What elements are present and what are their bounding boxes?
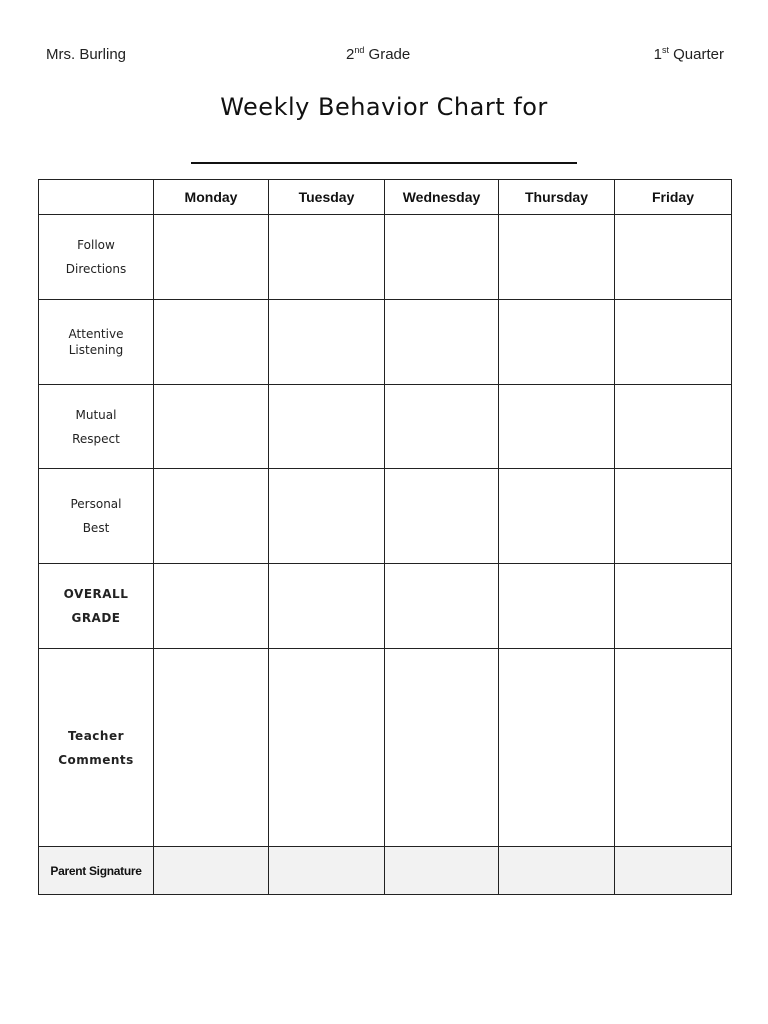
cell-thursday[interactable] bbox=[499, 215, 615, 300]
table-row bbox=[39, 300, 732, 385]
table-row bbox=[39, 649, 732, 847]
signature-cell-thursday[interactable] bbox=[499, 847, 615, 895]
signature-cell-tuesday[interactable] bbox=[269, 847, 385, 895]
cell-tuesday[interactable] bbox=[269, 564, 385, 649]
signature-cell-wednesday[interactable] bbox=[385, 847, 499, 895]
cell-wednesday[interactable] bbox=[385, 469, 499, 564]
cell-thursday[interactable] bbox=[499, 300, 615, 385]
page-title: Weekly Behavior Chart for bbox=[220, 93, 548, 121]
day-header-thursday: Thursday bbox=[499, 180, 615, 215]
cell-friday[interactable] bbox=[615, 469, 732, 564]
cell-monday[interactable] bbox=[154, 469, 269, 564]
cell-wednesday[interactable] bbox=[385, 649, 499, 847]
cell-friday[interactable] bbox=[615, 300, 732, 385]
table-row bbox=[39, 215, 732, 300]
grade-label: 2nd Grade bbox=[346, 45, 411, 63]
quarter-label: 1st Quarter bbox=[653, 45, 724, 63]
teacher-name: Mrs. Burling bbox=[46, 46, 127, 63]
cell-wednesday[interactable] bbox=[385, 300, 499, 385]
cell-tuesday[interactable] bbox=[269, 649, 385, 847]
cell-tuesday[interactable] bbox=[269, 215, 385, 300]
day-header-wednesday: Wednesday bbox=[385, 180, 499, 215]
cell-monday[interactable] bbox=[154, 649, 269, 847]
corner-cell bbox=[39, 180, 154, 215]
student-name-line[interactable] bbox=[191, 162, 577, 164]
parent-signature-row bbox=[39, 847, 732, 895]
cell-wednesday[interactable] bbox=[385, 385, 499, 469]
signature-cell-friday[interactable] bbox=[615, 847, 732, 895]
row-label-overall-grade: OVERALL GRADE bbox=[39, 564, 154, 649]
behavior-chart-table bbox=[38, 179, 732, 895]
cell-monday[interactable] bbox=[154, 300, 269, 385]
day-header-monday: Monday bbox=[154, 180, 269, 215]
cell-friday[interactable] bbox=[615, 385, 732, 469]
table-row bbox=[39, 469, 732, 564]
day-header-friday: Friday bbox=[615, 180, 732, 215]
header-row bbox=[0, 46, 768, 70]
cell-tuesday[interactable] bbox=[269, 300, 385, 385]
cell-friday[interactable] bbox=[615, 215, 732, 300]
row-label-follow-directions: Follow Directions bbox=[39, 215, 154, 300]
cell-monday[interactable] bbox=[154, 215, 269, 300]
header-row-days bbox=[39, 180, 732, 215]
cell-thursday[interactable] bbox=[499, 564, 615, 649]
cell-thursday[interactable] bbox=[499, 649, 615, 847]
cell-tuesday[interactable] bbox=[269, 385, 385, 469]
row-label-personal-best: Personal Best bbox=[39, 469, 154, 564]
cell-thursday[interactable] bbox=[499, 385, 615, 469]
cell-friday[interactable] bbox=[615, 649, 732, 847]
cell-thursday[interactable] bbox=[499, 469, 615, 564]
table-row bbox=[39, 385, 732, 469]
table-row bbox=[39, 564, 732, 649]
cell-monday[interactable] bbox=[154, 564, 269, 649]
parent-signature-label: Parent Signature bbox=[39, 847, 154, 895]
cell-tuesday[interactable] bbox=[269, 469, 385, 564]
signature-cell-monday[interactable] bbox=[154, 847, 269, 895]
row-label-attentive-listening: Attentive Listening bbox=[39, 300, 154, 385]
row-label-teacher-comments: Teacher Comments bbox=[39, 649, 154, 847]
row-label-mutual-respect: Mutual Respect bbox=[39, 385, 154, 469]
day-header-tuesday: Tuesday bbox=[269, 180, 385, 215]
cell-wednesday[interactable] bbox=[385, 215, 499, 300]
cell-friday[interactable] bbox=[615, 564, 732, 649]
cell-wednesday[interactable] bbox=[385, 564, 499, 649]
cell-monday[interactable] bbox=[154, 385, 269, 469]
